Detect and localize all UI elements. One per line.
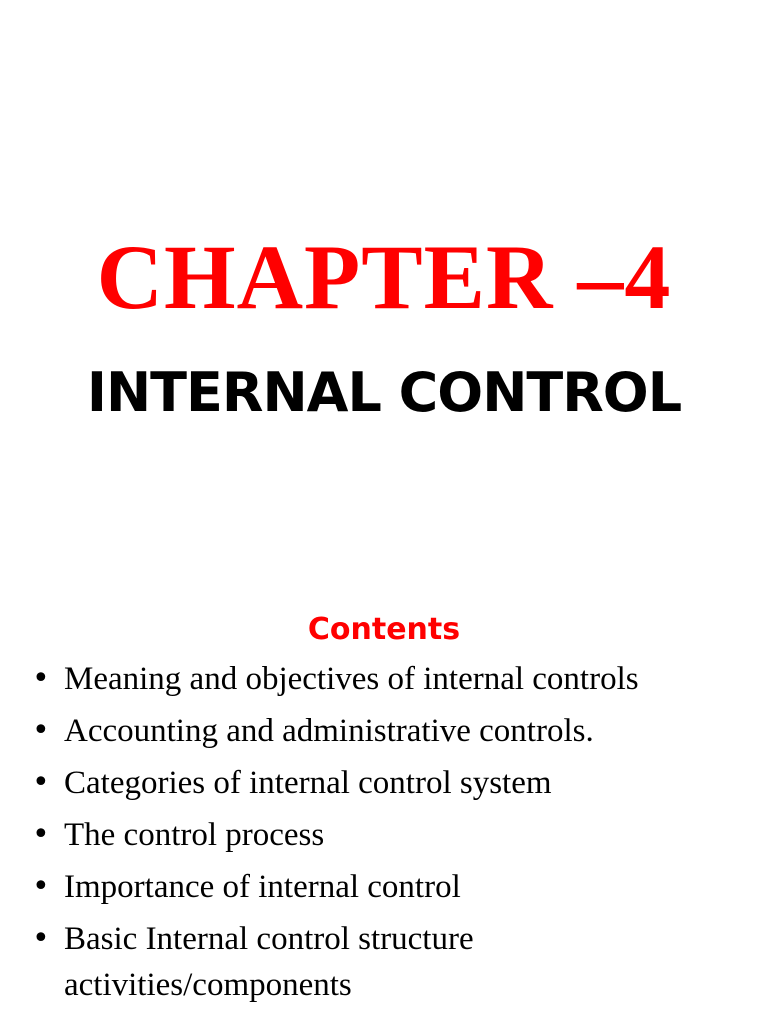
list-item-text: Importance of internal control [64,869,461,905]
bullet-icon: • [32,661,50,696]
bullet-icon: • [32,713,50,748]
contents-list [0,656,768,1014]
bullet-icon: • [32,765,50,800]
bullet-icon: • [32,921,50,956]
list-item-text: The control process [64,817,325,853]
list-item-text: Accounting and administrative controls. [64,713,594,749]
list-item-text-continued: activities/components [64,967,352,1003]
list-item [0,864,768,910]
list-item [0,656,768,702]
slide-subtitle: INTERNAL CONTROL [86,361,682,424]
bullet-icon: • [32,817,50,852]
chapter-title: CHAPTER –4 [96,226,672,328]
list-item-text: Meaning and objectives of internal controls [64,661,639,697]
list-item [0,812,768,858]
list-item [0,708,768,754]
list-item-text: Categories of internal control system [64,765,552,801]
bullet-icon: • [32,869,50,904]
list-item [0,760,768,806]
list-item [0,916,768,1008]
contents-heading: Contents [307,612,461,647]
list-item-text: Basic Internal control structure [64,921,474,957]
